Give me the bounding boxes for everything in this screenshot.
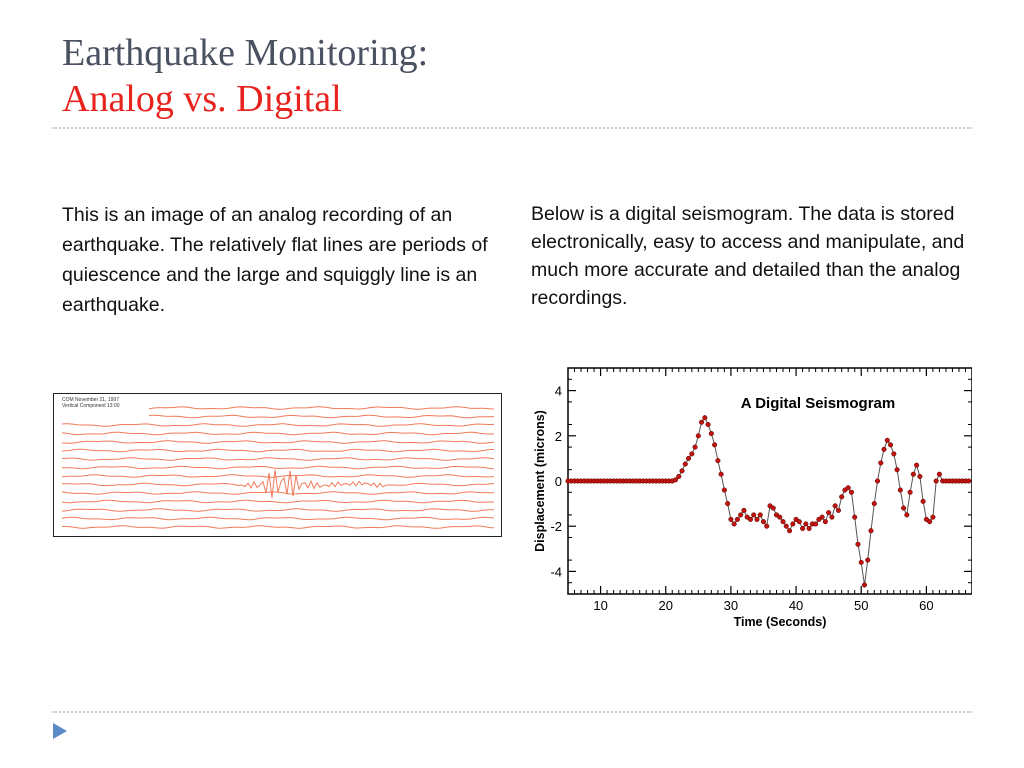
- data-point: [764, 524, 769, 529]
- data-point: [712, 443, 717, 448]
- top-divider: [52, 127, 972, 129]
- data-point: [751, 513, 756, 518]
- data-point: [859, 560, 864, 565]
- data-point: [676, 474, 681, 479]
- x-tick-label: 60: [919, 598, 934, 613]
- data-point: [895, 467, 900, 472]
- y-tick-label: 2: [554, 428, 562, 444]
- y-tick-label: -4: [550, 564, 562, 580]
- data-point: [742, 508, 747, 513]
- data-point: [804, 522, 809, 527]
- analog-description: This is an image of an analog recording of an earthquake. The relatively flat lines are periods of quiescence and the large and squiggly line is an earthquake.: [62, 204, 488, 316]
- analog-trace: [62, 424, 494, 427]
- data-point: [781, 519, 786, 524]
- data-point: [690, 452, 695, 457]
- data-point: [856, 542, 861, 547]
- y-tick-label: -2: [550, 519, 562, 535]
- data-point: [716, 458, 721, 463]
- data-point: [927, 519, 932, 524]
- data-point: [686, 456, 691, 461]
- analog-caption-line-1: COM November 21, 1997: [62, 397, 119, 403]
- data-point: [898, 488, 903, 493]
- x-axis-label: Time (Seconds): [733, 615, 827, 629]
- data-point: [784, 524, 789, 529]
- data-point: [892, 452, 897, 457]
- data-point: [888, 443, 893, 448]
- data-point: [719, 472, 724, 477]
- data-point: [732, 522, 737, 527]
- data-point: [761, 519, 766, 524]
- data-point: [875, 479, 880, 484]
- x-tick-label: 20: [658, 598, 673, 613]
- data-point: [833, 504, 838, 509]
- digital-seismogram-chart: [528, 366, 972, 636]
- data-point: [748, 517, 753, 522]
- x-tick-label: 40: [788, 598, 804, 613]
- analog-trace: [62, 500, 494, 503]
- data-point: [869, 528, 874, 533]
- title-line-1: Earthquake Monitoring:: [62, 32, 429, 74]
- data-point: [830, 515, 835, 520]
- analog-trace: [149, 407, 494, 410]
- data-point: [725, 501, 730, 506]
- data-point: [885, 438, 890, 443]
- y-tick-label: 0: [554, 474, 562, 489]
- analog-traces: [54, 394, 501, 536]
- y-axis-label: Displacement (microns): [533, 410, 547, 552]
- data-point: [865, 558, 870, 563]
- title-line-2: Analog vs. Digital: [62, 78, 342, 120]
- data-point: [706, 422, 711, 427]
- x-tick-label: 30: [723, 598, 739, 613]
- series-line: [568, 418, 969, 585]
- bottom-divider: [52, 711, 972, 713]
- data-point: [703, 415, 708, 420]
- data-point: [680, 469, 685, 474]
- data-point: [882, 447, 887, 452]
- analog-trace: [62, 517, 494, 520]
- analog-trace: [149, 415, 494, 418]
- data-point: [758, 513, 763, 518]
- data-point: [931, 515, 936, 520]
- data-point: [911, 472, 916, 477]
- data-point: [878, 461, 883, 466]
- data-point: [846, 485, 851, 490]
- triangle-right-icon[interactable]: [52, 722, 68, 740]
- analog-trace: [62, 458, 494, 461]
- data-point: [777, 515, 782, 520]
- data-point: [908, 490, 913, 495]
- data-point: [791, 522, 796, 527]
- data-point: [813, 522, 818, 527]
- digital-description: Below is a digital seismogram. The data is stored electronically, easy to access and manipulate, and much more accurate and detailed than the analog recordings.: [531, 203, 965, 309]
- data-point: [872, 501, 877, 506]
- data-point: [901, 506, 906, 511]
- data-point: [823, 519, 828, 524]
- data-point: [839, 495, 844, 500]
- chart-title: A Digital Seismogram: [740, 395, 896, 412]
- data-point: [729, 517, 734, 522]
- data-point: [787, 528, 792, 533]
- analog-caption-line-2: Vertical Component 13:00: [62, 403, 120, 409]
- analog-trace: [62, 526, 494, 529]
- analog-trace: [62, 492, 494, 495]
- x-tick-label: 10: [593, 598, 608, 613]
- data-point: [966, 479, 971, 484]
- data-point: [934, 479, 939, 484]
- data-point: [693, 445, 698, 450]
- analog-trace: [62, 475, 494, 478]
- analog-trace: [62, 441, 494, 444]
- analog-trace: [62, 466, 494, 469]
- data-point: [797, 519, 802, 524]
- data-point: [722, 488, 727, 493]
- data-point: [800, 526, 805, 531]
- data-point: [699, 420, 704, 425]
- analog-caption: [62, 397, 120, 409]
- data-point: [914, 463, 919, 468]
- data-point: [738, 513, 743, 518]
- data-point: [921, 499, 926, 504]
- data-point: [918, 474, 923, 479]
- data-point: [735, 517, 740, 522]
- data-point: [807, 526, 812, 531]
- data-point: [820, 515, 825, 520]
- analog-trace: [62, 449, 494, 452]
- data-point: [905, 513, 910, 518]
- data-point: [937, 472, 942, 477]
- data-point: [755, 517, 760, 522]
- data-point: [852, 515, 857, 520]
- x-tick-label: 50: [853, 598, 869, 613]
- analog-trace: [62, 432, 494, 435]
- analog-trace: [62, 509, 494, 512]
- data-point: [849, 490, 854, 495]
- data-point: [696, 434, 701, 439]
- data-point: [826, 510, 831, 515]
- slide-title: [62, 30, 428, 122]
- data-point: [683, 462, 688, 467]
- data-point: [771, 506, 776, 511]
- data-point: [836, 508, 841, 513]
- data-point: [862, 583, 867, 588]
- analog-recording-image: [53, 393, 502, 537]
- y-tick-label: 4: [554, 383, 562, 399]
- data-point: [709, 431, 714, 436]
